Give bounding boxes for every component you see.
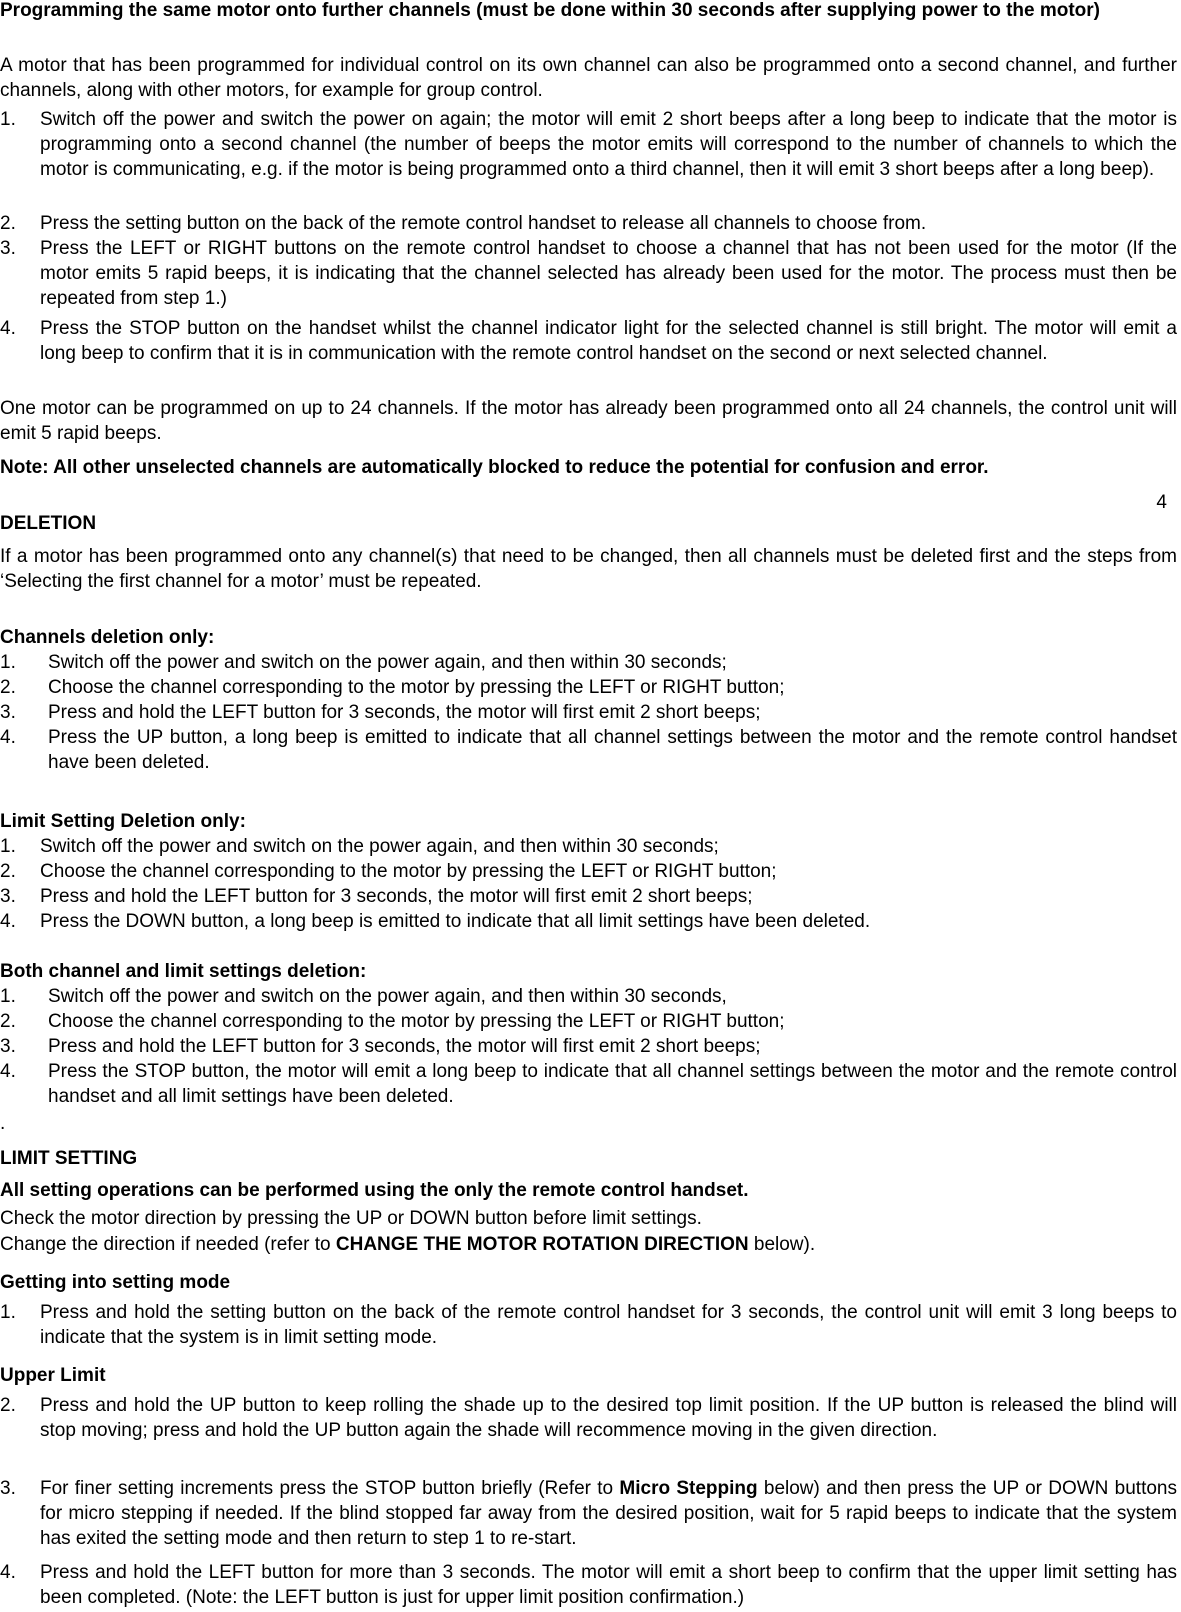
step-text: Press and hold the LEFT button for 3 seconds, the motor will first emit 2 short beeps; <box>40 886 753 907</box>
step-text: Switch off the power and switch on the power again, and then within 30 seconds; <box>48 652 727 673</box>
step-number: 1. <box>0 652 16 673</box>
list-item <box>0 909 1177 934</box>
step-number: 2. <box>0 1395 16 1416</box>
step-number: 2. <box>0 861 16 882</box>
page-number: 4 <box>1156 492 1167 513</box>
list-item <box>0 834 1177 859</box>
step-number: 3. <box>0 886 16 907</box>
change-direction-line <box>0 1232 1177 1257</box>
list-item <box>0 107 1177 182</box>
step-number: 4. <box>0 727 16 748</box>
list-item <box>0 211 1177 236</box>
step-text: Press and hold the LEFT button for 3 seconds, the motor will first emit 2 short beeps; <box>48 1036 761 1057</box>
step-number: 1. <box>0 986 16 1007</box>
list-item <box>0 1560 1177 1610</box>
list-item <box>0 700 1177 725</box>
list-item <box>0 236 1177 311</box>
list-item <box>0 675 1177 700</box>
step-number: 3. <box>0 238 16 259</box>
channels-deletion-heading: Channels deletion only: <box>0 627 215 648</box>
step-number: 4. <box>0 318 16 339</box>
step-text: Choose the channel corresponding to the motor by pressing the LEFT or RIGHT button; <box>48 1011 785 1032</box>
step-number: 2. <box>0 213 16 234</box>
step-text: Press and hold the LEFT button for more than 3 seconds. The motor will emit a short beep to confirm that the upper limit setting has been completed. (Note: the LEFT button is just for upper limit position confirmation.) <box>40 1562 1177 1608</box>
list-item <box>0 316 1177 366</box>
setting-mode-heading: Getting into setting mode <box>0 1272 231 1293</box>
step-text: Choose the channel corresponding to the motor by pressing the LEFT or RIGHT button; <box>40 861 777 882</box>
step-number: 4. <box>0 911 16 932</box>
channel-limit-text: One motor can be programmed on up to 24 channels. If the motor has already been programmed onto all 24 channels, the control unit will emit 5 rapid beeps. <box>0 398 1177 444</box>
step-text-post: below) and then press the UP or DOWN buttons for micro stepping if needed. If the blind stopped far away from the desired position, wait for 5 rapid beeps to indicate that the system has exited the setting mode and then return to step 1 to re-start. <box>40 1478 1177 1549</box>
step-text-pre: For finer setting increments press the STOP button briefly (Refer to <box>40 1478 620 1499</box>
change-direction-pre: Change the direction if needed (refer to <box>0 1234 336 1255</box>
step-number: 1. <box>0 109 16 130</box>
step-number: 3. <box>0 702 16 723</box>
deletion-intro: If a motor has been programmed onto any channel(s) that need to be changed, then all channels must be deleted first and the steps from ‘Selecting the first channel for a motor’ must be repeated. <box>0 546 1177 592</box>
both-deletion-heading: Both channel and limit settings deletion: <box>0 961 367 982</box>
deletion-heading: DELETION <box>0 513 97 534</box>
step-number: 2. <box>0 677 16 698</box>
step-text: Switch off the power and switch on the power again, and then within 30 seconds, <box>48 986 727 1007</box>
step-text: Switch off the power and switch on the power again, and then within 30 seconds; <box>40 836 719 857</box>
step-text: Press and hold the LEFT button for 3 seconds, the motor will first emit 2 short beeps; <box>48 702 761 723</box>
step-text: Switch off the power and switch the power on again; the motor will emit 2 short beeps after a long beep to indicate that the motor is programming onto a second channel (the number of beeps the motor emits will correspond to the number of channels to which the motor is communicating, e.g. if the motor is being programmed onto a third channel, then it will emit 3 short beeps after a long beep). <box>40 109 1177 180</box>
step-number: 4. <box>0 1061 16 1082</box>
step-text: Press the STOP button on the handset whilst the channel indicator light for the selected channel is still bright. The motor will emit a long beep to confirm that it is in communication with the remote control handset on the second or next selected channel. <box>40 318 1177 364</box>
list-item <box>0 725 1177 775</box>
step-text: Press the DOWN button, a long beep is emitted to indicate that all limit settings have been deleted. <box>40 911 871 932</box>
step-number: 1. <box>0 836 16 857</box>
step-text <box>40 1476 1177 1551</box>
programming-intro: A motor that has been programmed for individual control on its own channel can also be programmed onto a second channel, and further channels, along with other motors, for example for group control. <box>0 55 1177 101</box>
list-item <box>0 1393 1177 1443</box>
list-item <box>0 1476 1177 1551</box>
list-item <box>0 1059 1177 1109</box>
step-number: 2. <box>0 1011 16 1032</box>
step-number: 1. <box>0 1302 16 1323</box>
step-text: Press the setting button on the back of the remote control handset to release all channels to choose from. <box>40 213 927 234</box>
micro-stepping-ref: Micro Stepping <box>619 1478 758 1499</box>
list-item <box>0 1300 1177 1350</box>
limit-deletion-heading: Limit Setting Deletion only: <box>0 811 246 832</box>
limit-setting-bold-line: All setting operations can be performed using the only the remote control handset. <box>0 1180 749 1201</box>
list-item <box>0 884 1177 909</box>
step-text: Press the UP button, a long beep is emitted to indicate that all channel settings between the motor and the remote control handset have been deleted. <box>48 727 1177 773</box>
step-text: Choose the channel corresponding to the motor by pressing the LEFT or RIGHT button; <box>48 677 785 698</box>
step-number: 3. <box>0 1478 16 1499</box>
programming-heading: Programming the same motor onto further channels (must be done within 30 seconds after supplying power to the motor) <box>0 0 1101 21</box>
step-text: Press and hold the UP button to keep rolling the shade up to the desired top limit position. If the UP button is released the blind will stop moving; press and hold the UP button again the shade will recommence moving in the given direction. <box>40 1395 1177 1441</box>
step-text: Press the STOP button, the motor will emit a long beep to indicate that all channel settings between the motor and the remote control handset and all limit settings have been deleted. <box>48 1061 1177 1107</box>
list-item <box>0 1009 1177 1034</box>
list-item <box>0 984 1177 1009</box>
stray-dot: . <box>0 1113 6 1134</box>
step-number: 4. <box>0 1562 16 1583</box>
change-direction-post: below). <box>748 1234 816 1255</box>
check-direction-line: Check the motor direction by pressing the UP or DOWN button before limit settings. <box>0 1208 702 1229</box>
step-number: 3. <box>0 1036 16 1057</box>
list-item <box>0 859 1177 884</box>
list-item <box>0 650 1177 675</box>
limit-setting-heading: LIMIT SETTING <box>0 1148 138 1169</box>
list-item <box>0 1034 1177 1059</box>
change-direction-link-text: CHANGE THE MOTOR ROTATION DIRECTION <box>335 1234 749 1255</box>
step-text: Press and hold the setting button on the back of the remote control handset for 3 seconds, the control unit will emit 3 long beeps to indicate that the system is in limit setting mode. <box>40 1302 1177 1348</box>
step-text: Press the LEFT or RIGHT buttons on the remote control handset to choose a channel that has not been used for the motor (If the motor emits 5 rapid beeps, it is indicating that the channel selected has already been used for the motor. The process must then be repeated from step 1.) <box>40 238 1177 309</box>
upper-limit-heading: Upper Limit <box>0 1365 106 1386</box>
note-text: Note: All other unselected channels are automatically blocked to reduce the potential for confusion and error. <box>0 457 989 478</box>
